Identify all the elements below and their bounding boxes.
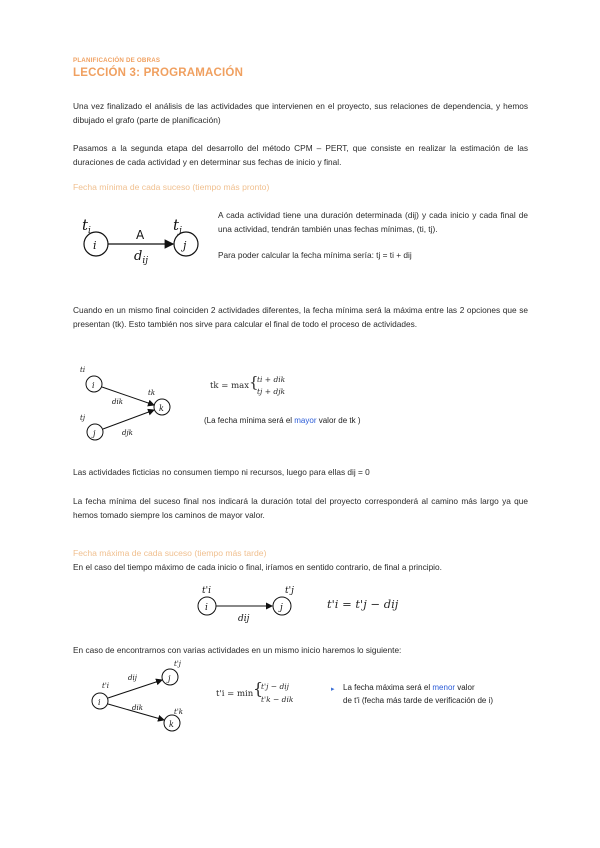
tj-label: $t_j$: [173, 216, 182, 236]
tk-label: tk: [148, 389, 156, 397]
section1-side-text: A cada actividad tiene una duración determinada (dij) y cada inicio y cada final de una actividad, tendrán también unas fechas mínimas, (ti, tj).: [218, 210, 528, 234]
section2-paragraph-1: En el caso del tiempo máximo de cada inicio o final, iríamos en sentido contrario, de final a principio.: [73, 562, 442, 572]
node-i-label: i: [92, 381, 95, 390]
intro-paragraph-2: Pasamos a la segunda etapa del desarrollo del método CPM – PERT, que consiste en realizar la estimación de las duraciones de cada actividad y en determinar sus fechas de inicio y final.: [73, 143, 528, 167]
activity-label: A: [136, 228, 145, 242]
min-note-line2: de t'i (fecha más tarde de verificación de i): [343, 696, 494, 705]
ti-label: ti: [80, 366, 86, 374]
arrow-ij: [108, 680, 162, 698]
tk-label: t'k: [174, 708, 183, 716]
node-i-label: i: [98, 698, 101, 707]
max-formula-row2: tj + djk: [257, 387, 286, 396]
section1-title: Fecha mínima de cada suceso (tiempo más pronto): [73, 182, 270, 192]
dik-label: dik: [112, 398, 123, 406]
latest-time-diagram: [190, 582, 305, 627]
section1-paragraph-4: Las actividades ficticias no consumen tiempo ni recursos, luego para ellas dij = 0: [73, 467, 370, 477]
node-k-label: k: [169, 720, 174, 729]
min-formula-row2: t'k − dik: [261, 695, 294, 704]
max-note: (La fecha mínima será el mayor valor de tk ): [204, 416, 361, 425]
dij-label: dij: [128, 674, 137, 682]
dij-label: dij: [238, 614, 250, 624]
lesson-title: LECCIÓN 3: PROGRAMACIÓN: [73, 67, 244, 79]
ti-label: t'i: [202, 586, 211, 596]
intro-paragraph-1: Una vez finalizado el análisis de las actividades que intervienen en el proyecto, sus relaciones de dependencia, y hemos dibujado el grafo (parte de planificación): [73, 101, 528, 125]
tj-label: t'j: [174, 660, 181, 668]
latest-formula: t'i = t'j − dij: [327, 597, 399, 611]
node-j-label: j: [168, 674, 171, 683]
dij-label: $d_{ij}$: [134, 249, 148, 266]
tj-label: t'j: [285, 586, 294, 596]
merge-diagram: [78, 362, 193, 447]
tj-label: tj: [80, 414, 85, 422]
section1-formula-text: Para poder calcular la fecha mínima sería: tj = ti + dij: [218, 250, 412, 260]
min-note-line1: La fecha máxima será el menor valor: [343, 683, 475, 692]
min-formula-brace: {: [253, 679, 264, 698]
node-i-label: i: [205, 603, 208, 613]
section1-paragraph-3: Cuando en un mismo final coinciden 2 actividades diferentes, la fecha mínima será la máxima entre las 2 opciones que se presentan (tk). Esto también nos sirve para calcular el final de todo el proceso de actividades.: [73, 305, 528, 329]
max-formula-lhs: tk = max: [210, 381, 250, 391]
section2-title: Fecha máxima de cada suceso (tiempo más tarde): [73, 548, 267, 558]
section2-paragraph-2: En caso de encontrarnos con varias actividades en un mismo inicio haremos lo siguiente:: [73, 645, 402, 655]
node-i-label: i: [93, 239, 97, 252]
split-diagram: [84, 656, 196, 736]
arrow-ik: [102, 387, 154, 405]
node-j-label: j: [93, 429, 96, 438]
min-formula-lhs: t'i = min: [216, 689, 254, 699]
max-formula-brace: {: [249, 373, 259, 391]
node-k-label: k: [159, 404, 164, 413]
djk-label: djk: [122, 429, 133, 437]
ti-label: t'i: [102, 682, 109, 690]
ti-label: $t_i$: [82, 216, 91, 236]
node-j-label: j: [183, 239, 187, 252]
max-formula-row1: ti + dik: [257, 375, 286, 384]
arrow-jk: [103, 410, 154, 429]
min-formula-row1: t'j − dij: [261, 682, 289, 691]
dik-label: dik: [132, 704, 143, 712]
node-j-label: j: [280, 603, 283, 613]
activity-diagram: [72, 210, 207, 275]
bullet-icon: ▸: [331, 686, 335, 693]
section1-paragraph-5: La fecha mínima del suceso final nos indicará la duración total del proyecto corresponderá al camino más largo ya que hemos tomado siempre los caminos de mayor valor.: [73, 496, 528, 520]
course-label: PLANIFICACIÓN DE OBRAS: [73, 57, 161, 64]
